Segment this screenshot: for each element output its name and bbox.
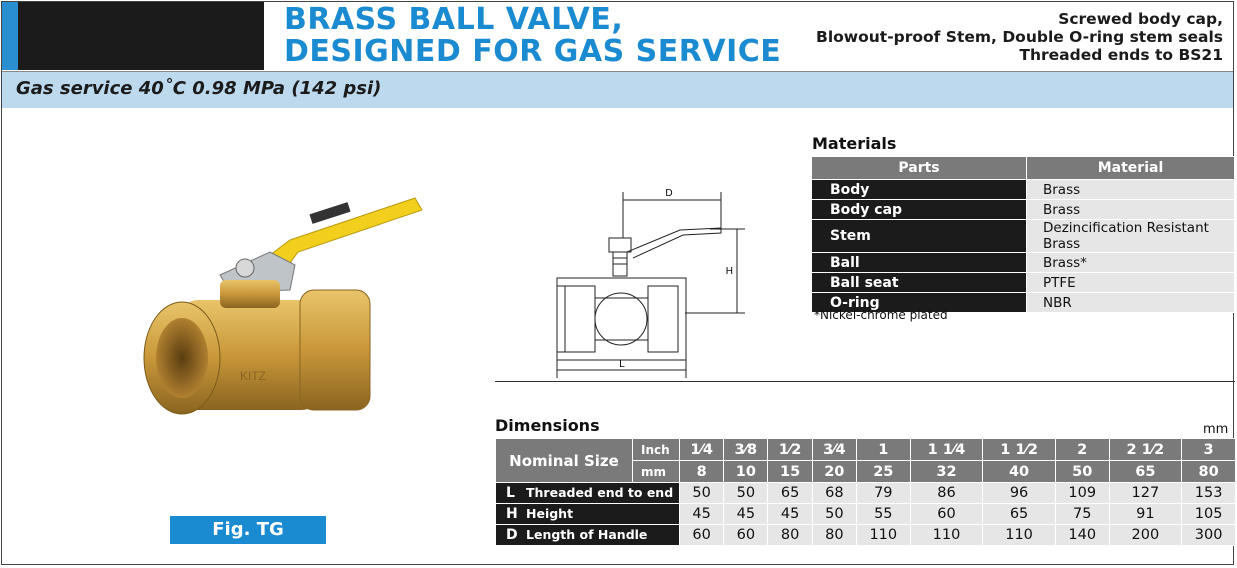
row-description: Length of Handle: [526, 527, 648, 542]
table-cell: 200: [1109, 525, 1182, 546]
row-letter: H: [506, 506, 518, 522]
inch-size: 1⁄4: [680, 439, 724, 461]
feature-item: Screwed body cap,: [1058, 10, 1223, 28]
service-rating-text: Gas service 40˚C 0.98 MPa (142 psi): [16, 78, 382, 99]
section-divider: [495, 381, 1235, 382]
header-black-block: [18, 2, 264, 70]
part-name: Body cap: [812, 200, 1027, 220]
material-name: NBR: [1027, 293, 1235, 313]
mm-size: 80: [1182, 461, 1236, 483]
table-cell: 50: [812, 504, 856, 525]
dim-h-label: H: [725, 266, 733, 277]
dimensions-table: [495, 438, 1236, 546]
table-row: [496, 525, 1236, 546]
service-rating-bar: [2, 71, 1233, 108]
table-cell: 50: [724, 483, 768, 504]
dim-l-label: L: [619, 359, 625, 370]
inch-size: 1: [856, 439, 910, 461]
table-cell: 75: [1055, 504, 1109, 525]
table-cell: 79: [856, 483, 910, 504]
row-label: [496, 504, 680, 525]
dimension-drawing: [495, 180, 755, 380]
mm-unit-label: mm: [633, 461, 680, 483]
table-cell: 153: [1182, 483, 1236, 504]
table-cell: 300: [1182, 525, 1236, 546]
mm-size: 15: [768, 461, 812, 483]
table-cell: 65: [768, 483, 812, 504]
material-name: Brass: [1027, 200, 1235, 220]
mm-size: 10: [724, 461, 768, 483]
table-cell: 86: [910, 483, 983, 504]
row-letter: L: [506, 485, 515, 501]
mm-size: 32: [910, 461, 983, 483]
table-cell: 55: [856, 504, 910, 525]
inch-size: 2: [1055, 439, 1109, 461]
part-name: Ball: [812, 253, 1027, 273]
table-cell: 110: [983, 525, 1056, 546]
dimensions-heading: Dimensions: [495, 416, 600, 435]
figure-label: Fig. TG: [170, 516, 326, 544]
table-cell: 127: [1109, 483, 1182, 504]
mm-size: 8: [680, 461, 724, 483]
table-cell: 110: [910, 525, 983, 546]
material-name: Dezincification Resistant Brass: [1027, 220, 1235, 253]
row-description: Height: [526, 506, 574, 521]
table-cell: 60: [680, 525, 724, 546]
table-row: [496, 504, 1236, 525]
row-label: [496, 483, 680, 504]
row-description: Threaded end to end: [526, 485, 674, 500]
dimensions-unit: mm: [1203, 422, 1229, 437]
part-name: O-ring: [812, 293, 1027, 313]
part-name: Body: [812, 180, 1027, 200]
table-cell: 45: [768, 504, 812, 525]
table-row: [496, 483, 1236, 504]
inch-unit-label: Inch: [633, 439, 680, 461]
inch-size: 1 1⁄2: [983, 439, 1056, 461]
inch-size: 3⁄4: [812, 439, 856, 461]
feature-item: Threaded ends to BS21: [1019, 46, 1223, 64]
table-cell: 109: [1055, 483, 1109, 504]
materials-col-material: Material: [1027, 157, 1235, 180]
feature-list: [816, 10, 1223, 64]
materials-col-parts: Parts: [812, 157, 1027, 180]
valve-photo: [120, 180, 440, 440]
row-letter: D: [506, 527, 518, 543]
mm-size: 25: [856, 461, 910, 483]
materials-footnote: *Nickel-chrome plated: [814, 308, 948, 322]
table-cell: 140: [1055, 525, 1109, 546]
dim-d-label: D: [665, 188, 673, 199]
table-cell: 110: [856, 525, 910, 546]
feature-item: Blowout-proof Stem, Double O-ring stem seals: [816, 28, 1223, 46]
table-cell: 60: [910, 504, 983, 525]
inch-size: 3⁄8: [724, 439, 768, 461]
table-cell: 91: [1109, 504, 1182, 525]
part-name: Ball seat: [812, 273, 1027, 293]
material-name: Brass: [1027, 180, 1235, 200]
nominal-size-label: Nominal Size: [496, 439, 633, 483]
mm-size: 65: [1109, 461, 1182, 483]
table-row: [812, 200, 1235, 220]
mm-size: 40: [983, 461, 1056, 483]
mm-size: 50: [1055, 461, 1109, 483]
inch-size: 3: [1182, 439, 1236, 461]
page-title: [284, 4, 781, 68]
table-row: [812, 220, 1235, 253]
accent-strip: [2, 2, 18, 70]
table-row: [812, 273, 1235, 293]
material-name: Brass*: [1027, 253, 1235, 273]
table-cell: 45: [724, 504, 768, 525]
materials-heading: Materials: [812, 134, 897, 153]
table-cell: 68: [812, 483, 856, 504]
material-name: PTFE: [1027, 273, 1235, 293]
table-row: [812, 253, 1235, 273]
title-line-1: BRASS BALL VALVE,: [284, 2, 624, 37]
table-cell: 45: [680, 504, 724, 525]
table-cell: 50: [680, 483, 724, 504]
table-cell: 96: [983, 483, 1056, 504]
table-cell: 105: [1182, 504, 1236, 525]
mm-size: 20: [812, 461, 856, 483]
title-line-2: DESIGNED FOR GAS SERVICE: [284, 34, 782, 69]
table-cell: 60: [724, 525, 768, 546]
inch-size: 1 1⁄4: [910, 439, 983, 461]
table-cell: 80: [768, 525, 812, 546]
svg-text:KITZ: KITZ: [240, 369, 266, 383]
materials-table: [811, 156, 1235, 313]
part-name: Stem: [812, 220, 1027, 253]
inch-size: 1⁄2: [768, 439, 812, 461]
inch-size: 2 1⁄2: [1109, 439, 1182, 461]
row-label: [496, 525, 680, 546]
table-cell: 65: [983, 504, 1056, 525]
table-cell: 80: [812, 525, 856, 546]
table-row: [812, 180, 1235, 200]
